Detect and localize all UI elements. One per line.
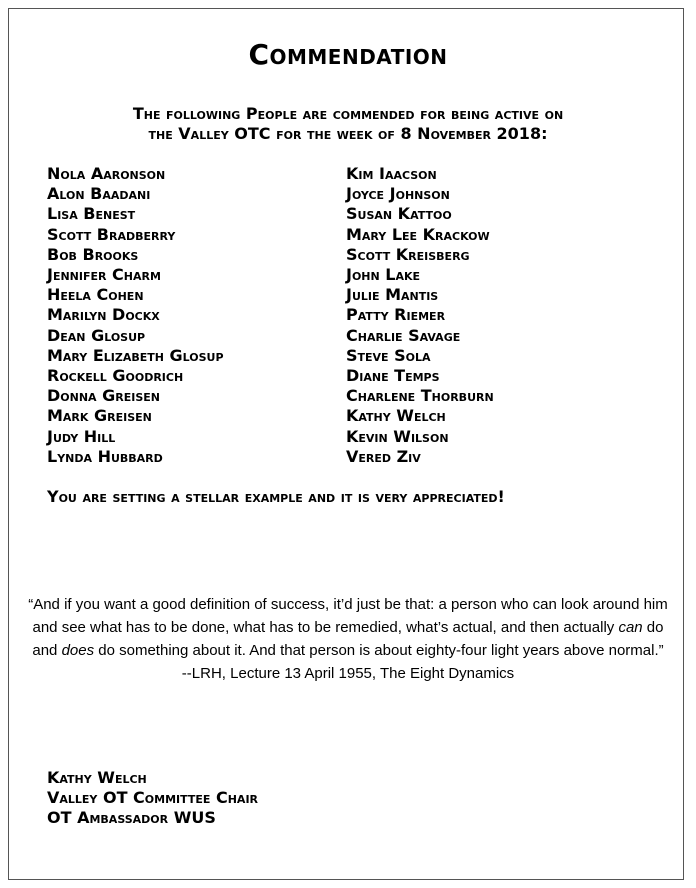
name-item: Vered Ziv <box>346 446 421 466</box>
signature-title: OT Ambassador WUS <box>47 808 216 827</box>
name-item: Mary Lee Krackow <box>346 224 490 244</box>
name-item: Susan Kattoo <box>346 204 452 224</box>
name-item: Kim Iaacson <box>346 164 437 183</box>
quote-attribution: --LRH, Lecture 13 April 1955, The Eight Dynamics <box>181 665 515 682</box>
signature-name: Kathy Welch <box>47 768 147 787</box>
name-item: Joyce Johnson <box>346 184 450 204</box>
name-item: Nola Aaronson <box>47 164 166 183</box>
signature-role: Valley OT Committee Chair <box>47 788 259 807</box>
appreciation-text: You are setting a stellar example and it is very appreciated! <box>47 487 505 506</box>
name-item: Dean Glosup <box>47 325 146 345</box>
name-item: Lisa Benest <box>47 204 136 224</box>
name-item: Julie Mantis <box>346 285 439 305</box>
names-column-left <box>47 164 224 467</box>
name-item: Kevin Wilson <box>346 426 449 446</box>
name-item: Kathy Welch <box>346 406 446 426</box>
quote-emphasis-can: can <box>618 619 643 636</box>
name-item: Mark Greisen <box>47 406 152 426</box>
intro-line-1: The following People are commended for being active on <box>132 104 564 123</box>
name-item: Judy Hill <box>47 426 116 446</box>
quote-block <box>20 593 676 685</box>
name-item: Steve Sola <box>346 345 431 365</box>
quote-emphasis-does: does <box>61 642 95 659</box>
name-item: Lynda Hubbard <box>47 446 163 466</box>
name-item: Mary Elizabeth Glosup <box>47 345 224 365</box>
name-item: Rockell Goodrich <box>47 366 184 386</box>
quote-text-3: do something about it. And that person is about eighty-four light years above normal.” <box>94 642 664 659</box>
signature-block <box>47 768 258 828</box>
name-item: Donna Greisen <box>47 386 160 406</box>
intro-text <box>40 104 656 144</box>
name-item: Charlie Savage <box>346 325 461 345</box>
name-item: Bob Brooks <box>47 244 139 264</box>
name-item: Scott Kreisberg <box>346 244 470 264</box>
name-item: Alon Baadani <box>47 184 151 204</box>
name-item: John Lake <box>346 265 421 285</box>
quote-text-2: do and <box>32 619 664 659</box>
name-item: Diane Temps <box>346 366 440 386</box>
name-item: Charlene Thorburn <box>346 386 494 406</box>
intro-line-2: the Valley OTC for the week of 8 November 2018: <box>148 124 548 143</box>
name-item: Scott Bradberry <box>47 224 176 244</box>
quote-text-1: “And if you want a good definition of success, it’d just be that: a person who can look around him and see what has to be done, what has to be remedied, what’s actual, and then actually <box>28 596 668 636</box>
document-title: Commendation <box>248 38 448 71</box>
name-item: Marilyn Dockx <box>47 305 160 325</box>
name-item: Jennifer Charm <box>47 265 161 285</box>
name-item: Patty Riemer <box>346 305 446 325</box>
names-column-right <box>346 164 494 467</box>
name-item: Heela Cohen <box>47 285 144 305</box>
